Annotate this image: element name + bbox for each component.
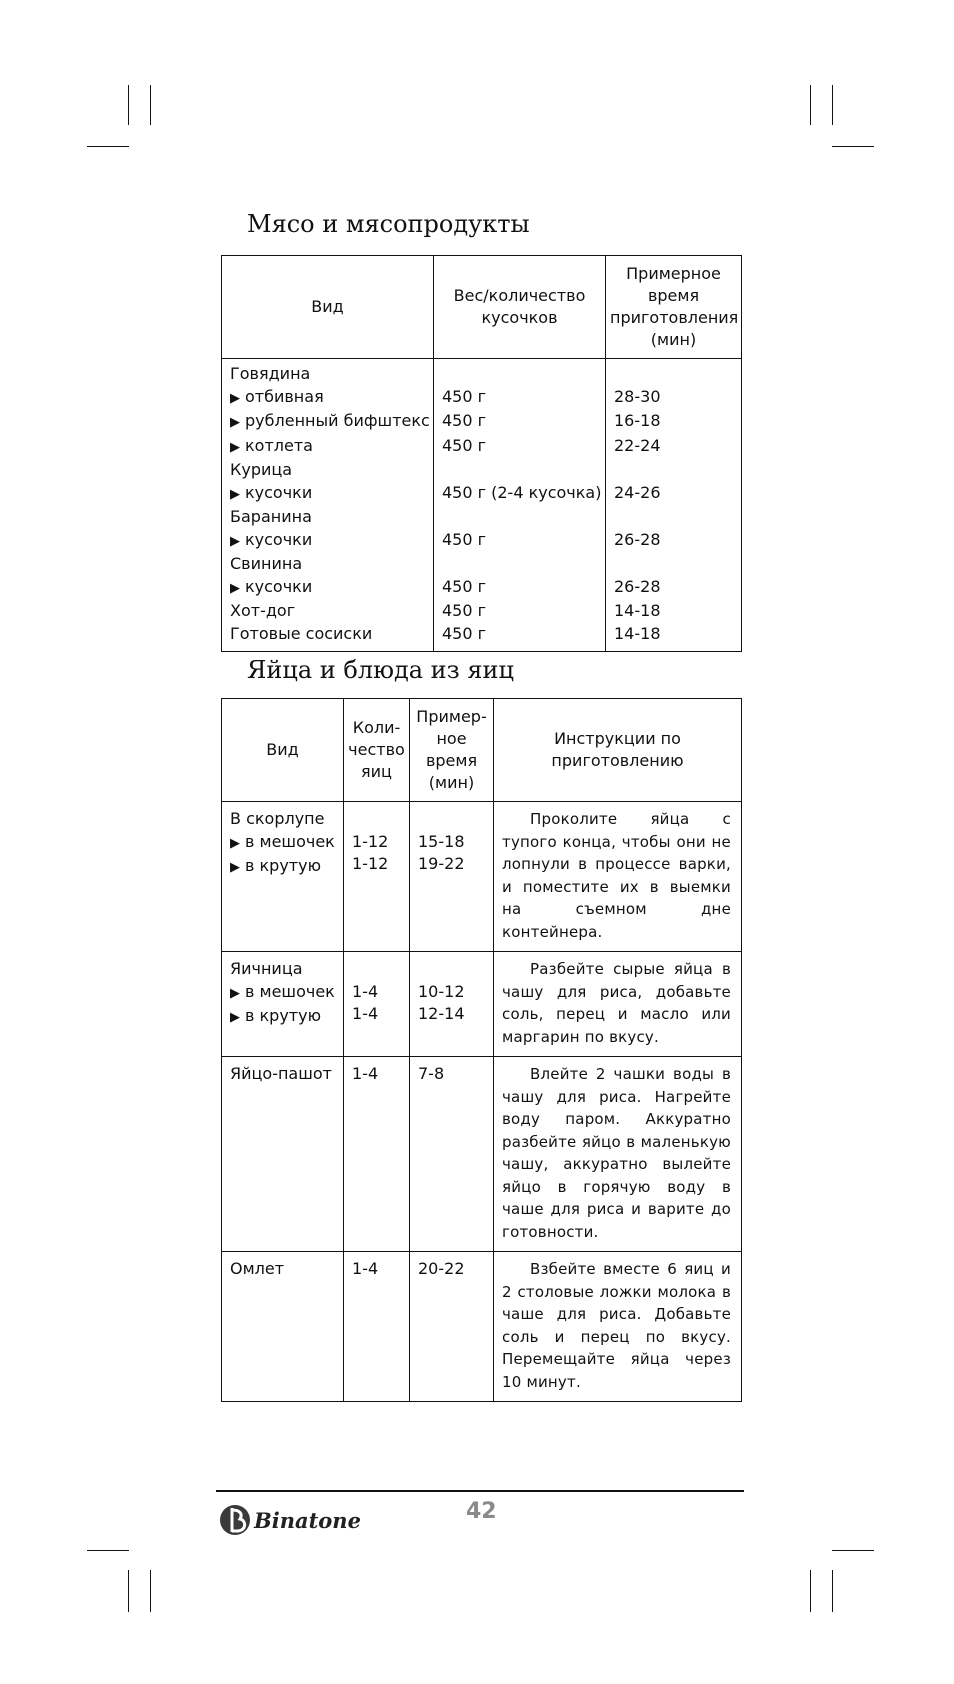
meat-weight-cell: 450 г (2-4 кусочка) [434, 482, 606, 507]
eggs-instructions-cell: Разбейте сырые яйца в чашу для риса, добавьте соль, перец и масло или маргарин по вкусу. [494, 952, 742, 1057]
meat-kind-cell [222, 386, 434, 411]
meat-kind-label: Баранина [230, 507, 312, 526]
meat-kind-cell [222, 435, 434, 460]
meat-weight-cell: 450 г [434, 410, 606, 435]
meat-kind-label: кусочки [245, 529, 313, 549]
crop-mark [128, 85, 129, 125]
eggs-count-value [352, 808, 401, 831]
meat-header-time: Примерное время приготовления (мин) [606, 256, 742, 359]
triangle-right-icon: ▶ [230, 390, 240, 406]
eggs-time-value [418, 958, 485, 981]
eggs-time-value: 12-14 [418, 1004, 465, 1023]
triangle-right-icon: ▶ [230, 580, 240, 596]
meat-weight-cell: 450 г [434, 529, 606, 554]
meat-kind-cell [222, 553, 434, 576]
eggs-count-cell [344, 952, 410, 1057]
meat-time-cell [606, 506, 742, 529]
eggs-instructions-cell: Взбейте вместе 6 яиц и 2 столовые ложки молока в чаше для риса. Добавьте соль и перец по вкусу. Перемещайте яйца через 10 минут. [494, 1252, 742, 1402]
crop-mark [832, 1570, 833, 1612]
meat-kind-cell [222, 359, 434, 386]
table-row [222, 1252, 742, 1402]
eggs-kind-line [230, 981, 339, 1006]
meat-kind-cell [222, 410, 434, 435]
eggs-count-value [352, 958, 401, 981]
meat-kind-label: Говядина [230, 364, 311, 383]
meat-time-cell: 26-28 [606, 529, 742, 554]
meat-time-cell: 22-24 [606, 435, 742, 460]
meat-time-cell [606, 553, 742, 576]
triangle-right-icon: ▶ [230, 486, 240, 502]
eggs-kind-label: в крутую [245, 1006, 322, 1025]
meat-kind-label: рубленный бифштекс [245, 411, 430, 430]
table-row [222, 952, 742, 1057]
crop-mark [832, 1550, 874, 1551]
eggs-kind-label: в крутую [245, 856, 322, 875]
meat-kind-cell [222, 623, 434, 652]
meat-weight-cell [434, 553, 606, 576]
eggs-table [221, 698, 742, 1402]
triangle-right-icon: ▶ [230, 860, 240, 875]
eggs-header-kind: Вид [222, 699, 344, 802]
table-row [222, 435, 742, 460]
crop-mark [87, 146, 129, 147]
eggs-count-value: 1-12 [352, 854, 389, 873]
eggs-table-body [222, 802, 742, 1402]
meat-header-kind: Вид [222, 256, 434, 359]
meat-table [221, 255, 742, 652]
eggs-kind-cell [222, 802, 344, 952]
eggs-time-cell [410, 1057, 494, 1252]
meat-kind-cell [222, 482, 434, 507]
meat-time-cell [606, 459, 742, 482]
table-row [222, 506, 742, 529]
meat-kind-label: отбивная [245, 386, 324, 406]
eggs-kind-line [230, 1258, 339, 1281]
meat-weight-cell [434, 459, 606, 482]
meat-kind-cell [222, 529, 434, 554]
eggs-count-value: 1-4 [352, 981, 379, 1001]
table-row [222, 553, 742, 576]
meat-weight-cell: 450 г [434, 623, 606, 652]
meat-time-cell: 24-26 [606, 482, 742, 507]
page-number: 42 [466, 1499, 497, 1524]
crop-mark [128, 1570, 129, 1612]
eggs-count-value: 1-4 [352, 1004, 379, 1023]
eggs-count-value: 1-4 [352, 1064, 379, 1083]
table-row [222, 1057, 742, 1252]
eggs-time-cell [410, 952, 494, 1057]
eggs-time-value: 10-12 [418, 981, 465, 1001]
eggs-kind-cell [222, 1057, 344, 1252]
crop-mark [150, 1570, 151, 1612]
meat-kind-label: кусочки [245, 482, 313, 502]
eggs-instructions-cell: Проколите яйца с тупого конца, чтобы они не лопнули в процессе варки, и поместите их в выемки на съемном дне контейнера. [494, 802, 742, 952]
brand-name: Binatone [254, 1508, 361, 1533]
eggs-kind-line [230, 1005, 339, 1030]
eggs-count-cell [344, 1057, 410, 1252]
eggs-kind-label: в мешочек [245, 981, 335, 1001]
eggs-time-value [418, 808, 485, 831]
eggs-kind-label: В скорлупе [230, 809, 325, 828]
eggs-time-cell [410, 1252, 494, 1402]
crop-mark [810, 85, 811, 125]
meat-weight-cell: 450 г [434, 576, 606, 601]
eggs-time-value: 7-8 [418, 1064, 445, 1083]
eggs-instructions-cell: Влейте 2 чашки воды в чашу для риса. Нагрейте воду паром. Аккуратно разбейте яйцо в маленькую чашу, аккуратно вылейте яйцо в горячую воду в чаше для риса и варите до готовности. [494, 1057, 742, 1252]
triangle-right-icon: ▶ [230, 835, 240, 851]
meat-time-cell: 14-18 [606, 623, 742, 652]
meat-weight-cell: 450 г [434, 600, 606, 623]
eggs-kind-cell [222, 1252, 344, 1402]
eggs-count-cell [344, 802, 410, 952]
eggs-kind-line [230, 855, 339, 880]
crop-mark [832, 146, 874, 147]
meat-kind-cell [222, 459, 434, 482]
eggs-time-value: 20-22 [418, 1259, 465, 1278]
table-row [222, 386, 742, 411]
table-row [222, 600, 742, 623]
eggs-section-title: Яйца и блюда из яиц [247, 656, 514, 684]
table-row [222, 482, 742, 507]
triangle-right-icon: ▶ [230, 533, 240, 549]
meat-time-cell [606, 359, 742, 386]
meat-kind-cell [222, 600, 434, 623]
meat-weight-cell [434, 359, 606, 386]
table-row [222, 529, 742, 554]
eggs-kind-line [230, 831, 339, 856]
table-row [222, 576, 742, 601]
meat-kind-label: Курица [230, 460, 293, 479]
meat-section-title: Мясо и мясопродукты [247, 210, 530, 238]
table-row [222, 410, 742, 435]
meat-kind-label: Свинина [230, 554, 303, 573]
footer-divider [216, 1490, 744, 1492]
meat-time-cell: 26-28 [606, 576, 742, 601]
eggs-header-instructions: Инструкции по приготовлению [494, 699, 742, 802]
crop-mark [150, 85, 151, 125]
table-row [222, 623, 742, 652]
table-row [222, 802, 742, 952]
eggs-time-value: 19-22 [418, 854, 465, 873]
eggs-count-cell [344, 1252, 410, 1402]
triangle-right-icon: ▶ [230, 1010, 240, 1025]
triangle-right-icon: ▶ [230, 439, 240, 455]
eggs-kind-label: Омлет [230, 1259, 285, 1278]
crop-mark [832, 85, 833, 125]
meat-kind-cell [222, 506, 434, 529]
eggs-time-cell [410, 802, 494, 952]
eggs-header-time: Пример-ное время (мин) [410, 699, 494, 802]
meat-time-cell: 14-18 [606, 600, 742, 623]
meat-kind-label: котлета [245, 435, 313, 455]
meat-time-cell: 28-30 [606, 386, 742, 411]
eggs-kind-line [230, 1063, 339, 1086]
eggs-kind-cell [222, 952, 344, 1057]
eggs-time-value: 15-18 [418, 831, 465, 851]
triangle-right-icon: ▶ [230, 985, 240, 1001]
table-row [222, 359, 742, 386]
crop-mark [87, 1550, 129, 1551]
crop-mark [810, 1570, 811, 1612]
eggs-count-value: 1-4 [352, 1259, 379, 1278]
meat-table-body [222, 359, 742, 652]
eggs-kind-line [230, 808, 339, 831]
meat-header-weight: Вес/количество кусочков [434, 256, 606, 359]
eggs-kind-label: Яйцо-пашот [230, 1064, 332, 1083]
eggs-kind-label: Яичница [230, 959, 303, 978]
meat-weight-cell: 450 г [434, 386, 606, 411]
meat-kind-label: Готовые сосиски [230, 623, 373, 643]
table-row [222, 459, 742, 482]
eggs-kind-label: в мешочек [245, 831, 335, 851]
meat-kind-label: кусочки [245, 576, 313, 596]
eggs-header-count: Коли-чество яиц [344, 699, 410, 802]
meat-weight-cell: 450 г [434, 435, 606, 460]
meat-kind-label: Хот-дог [230, 601, 296, 620]
meat-time-cell: 16-18 [606, 410, 742, 435]
eggs-count-value: 1-12 [352, 831, 389, 851]
triangle-right-icon: ▶ [230, 415, 240, 430]
eggs-kind-line [230, 958, 339, 981]
meat-weight-cell [434, 506, 606, 529]
meat-kind-cell [222, 576, 434, 601]
